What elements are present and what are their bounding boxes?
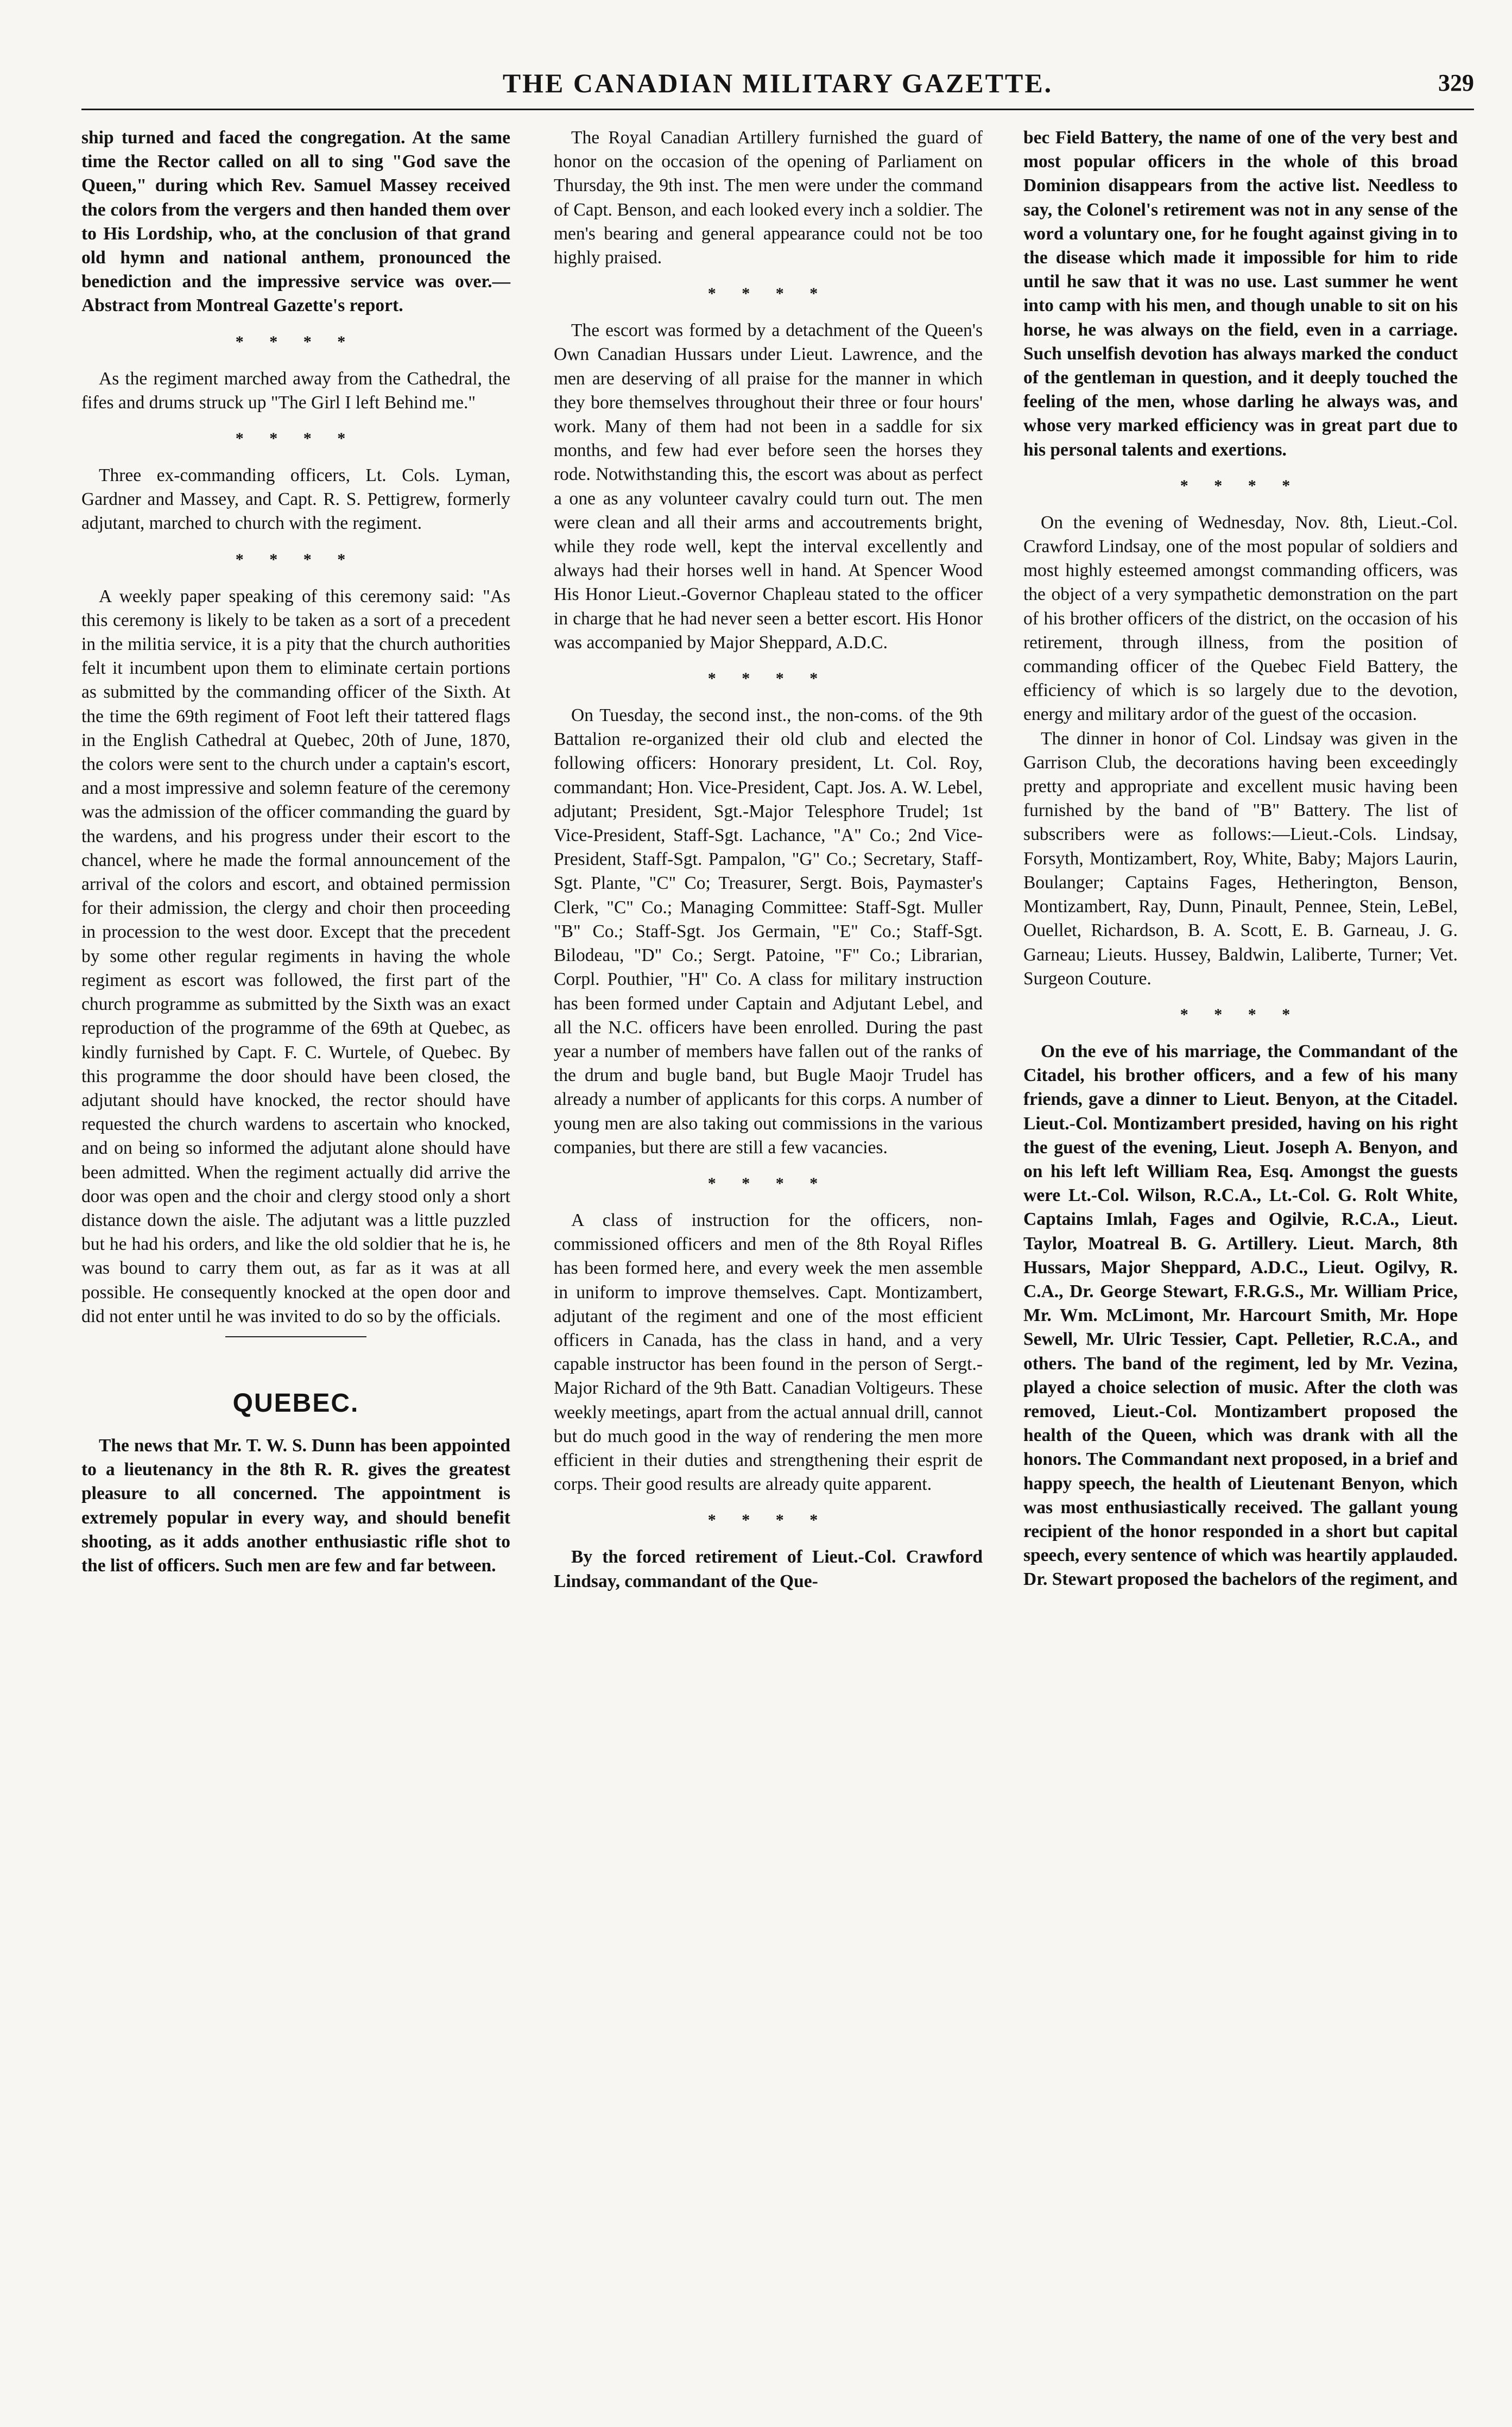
separator-stars: * * * *: [1180, 1005, 1301, 1023]
column-3: [1023, 126, 1458, 1592]
paragraph: The escort was formed by a detachment of the Queen's Own Canadian Hussars under Lieut. Lawrence, and the men are deserving of all praise for the manner in which they bore themselves throughout their three or four hours' work. Many of them had not been in a saddle for six months, and few had ever before seen the horses they rode. Notwithstanding this, the escort was about as perfect a one as any volunteer cavalry could turn out. The men were clean and all their arms and accoutrements bright, while they rode well, kept the interval excellently and always had their horses well in hand. At Spencer Wood His Honor Lieut.-Governor Chapleau stated to the officer in charge that he had never seen a better escort. His Honor was accompanied by Major Sheppard, A.D.C.: [554, 320, 983, 653]
paragraph: On Tuesday, the second inst., the non-coms. of the 9th Battalion re-organized their old club and elected the following officers: Honorary president, Lt. Col. Roy, commandant; Hon. Vice-President, Capt. Jos. A. W. Lebel, adjutant; President, Sgt.-Major Telesphore Trudel; 1st Vice-President, Staff-Sgt. Lachance, "A" Co.; 2nd Vice-President, Staff-Sgt. Pampalon, "G" Co.; Secretary, Staff-Sgt. Plante, "C" Co; Treasurer, Sergt. Bois, Paymaster's Clerk, "C" Co.; Managing Committee: Staff-Sgt. Muller "B" Co.; Staff-Sgt. Jos Germain, "E" Co.; Staff-Sgt. Bilodeau, "D" Co.; Sergt. Patoine, "F" Co.; Librarian, Corpl. Pouthier, "H" Co. A class for military instruction has been formed under Captain and Adjutant Lebel, and all the N.C. officers have been enrolled. During the past year a number of members have fallen out of the ranks of the drum and bugle band, but Bugle Maojr Trudel has already a number of applicants for this corps. A number of young men are also taking out commissions in the various companies, but there are still a few vacancies.: [554, 705, 983, 1158]
page-number: 329: [1438, 69, 1474, 96]
separator-stars: * * * *: [235, 332, 357, 351]
paragraph: ship turned and faced the congregation. At the same time the Rector called on all to sing "God save the Queen," during which Rev. Samuel Massey received the colors from the vergers and then handed them over to His Lordship, who, at the conclusion of that grand old hymn and national anthem, pronounced the benediction and the impressive service was over.—Abstract from Montreal Gazette's report.: [81, 128, 510, 316]
masthead: [81, 64, 1474, 109]
section-heading: QUEBEC.: [232, 1388, 359, 1418]
paragraph: Three ex-commanding officers, Lt. Cols. Lyman, Gardner and Massey, and Capt. R. S. Pettigrew, formerly adjutant, marched to church with the regiment.: [81, 465, 510, 534]
column-2: [554, 126, 983, 1594]
separator-stars: * * * *: [235, 550, 357, 568]
paragraph: By the forced retirement of Lieut.-Col. Crawford Lindsay, commandant of the Que-: [554, 1547, 983, 1591]
paragraph: The Royal Canadian Artillery furnished the guard of honor on the occasion of the opening of Parliament on Thursday, the 9th inst. The men were under the command of Capt. Benson, and each looked every inch a soldier. The men's bearing and general appearance could not be too highly praised.: [554, 128, 983, 268]
separator-stars: * * * *: [707, 1511, 829, 1529]
paragraph: A class of instruction for the officers, non-commissioned officers and men of the 8th Royal Rifles has been formed here, and every week the men assemble in uniform to improve themselves. Capt. Montizambert, adjutant of the regiment and one of the most efficient officers in Canada, has the class in hand, and a very capable instructor has been found in the person of Sergt.-Major Richard of the 9th Batt. Canadian Voltigeurs. These weekly meetings, apart from the actual annual drill, cannot but do much good in the way of rendering the men more efficient in their duties and strengthening their esprit de corps. Their good results are already quite apparent.: [554, 1210, 983, 1495]
article-end-rule: [225, 1336, 366, 1337]
paragraph: As the regiment marched away from the Cathedral, the fifes and drums struck up "The Girl I left Behind me.": [81, 368, 510, 413]
paragraph: A weekly paper speaking of this ceremony said: "As this ceremony is likely to be taken as a sort of a precedent in the militia service, it is a pity that the church authorities felt it incumbent upon them to eliminate certain portions as submitted by the commanding officer of the Sixth. At the time the 69th regiment of Foot left their tattered flags in the English Cathedral at Quebec, 20th of June, 1870, the colors were sent to the church under a captain's escort, and a most impressive and solemn feature of the ceremony was the admission of the officer commanding the guard by the wardens, and his progress under their escort to the chancel, where he made the formal announcement of the arrival of the colors and escort, and obtained permission for their admission, the clergy and choir then proceeding in procession to the west door. Except that the precedent by some other regular regiments in having the whole regiment as escort was followed, the first part of the church programme as submitted by the Sixth was an exact reproduction of the programme of the 69th at Quebec, as kindly furnished by Capt. F. C. Wurtele, of Quebec. By this programme the door should have been closed, the adjutant should have knocked, the rector should have requested the church wardens to ascertain who knocked, and on being so informed the adjutant alone should have been admitted. When the regiment actually did arrive the door was open and the choir and clergy stood only a short distance down the aisle. The adjutant was a little puzzled but he had his orders, and like the old soldier that he is, he was bound to carry them out, as far as it was at all possible. He consequently knocked at the open door and did not enter until he was invited to do so by the officials.: [81, 586, 510, 1326]
separator-stars: * * * *: [1180, 476, 1301, 495]
paragraph: The dinner in honor of Col. Lindsay was given in the Garrison Club, the decorations having been exceedingly pretty and appropriate and excellent music having been furnished by the band of "B" Battery. The list of subscribers were as follows:—Lieut.-Cols. Lindsay, Forsyth, Montizambert, Roy, White, Baby; Majors Laurin, Boulanger; Captains Fages, Hetherington, Benson, Montizambert, Ray, Dunn, Pinault, Pennee, Stein, LeBel, Ouellet, Richardson, B. A. Scott, E. B. Garneau, J. G. Garneau; Lieuts. Hussey, Baldwin, Laliberte, Turner; Vet. Surgeon Couture.: [1023, 728, 1458, 989]
header-rule: [81, 109, 1474, 110]
separator-stars: * * * *: [707, 285, 829, 303]
paragraph: The news that Mr. T. W. S. Dunn has been appointed to a lieutenancy in the 8th R. R. gives the greatest pleasure to all concerned. The appointment is extremely popular in every way, and should benefit shooting, as it adds another enthusiastic rifle shot to the list of officers. Such men are few and far between.: [81, 1435, 510, 1576]
paragraph: bec Field Battery, the name of one of the very best and most popular officers in the whole of this broad Dominion disappears from the active list. Needless to say, the Colonel's retirement was not in any sense of the word a voluntary one, for he fought against giving in to the disease which made it impossible for him to ride until he saw that it was no use. Last summer he went into camp with his men, and though unable to sit on his horse, he was always on the field, even in a carriage. Such unselfish devotion has always marked the conduct of the gentleman in question, and it deeply touched the feeling of the men, whose darling he always was, and whose very marked efficiency was in great part due to his personal talents and exertions.: [1023, 128, 1458, 460]
separator-stars: * * * *: [235, 429, 357, 448]
separator-stars: * * * *: [707, 669, 829, 688]
paragraph: On the evening of Wednesday, Nov. 8th, Lieut.-Col. Crawford Lindsay, one of the most popular of soldiers and most highly esteemed amongst commanding officers, was the object of a very sympathetic demonstration on the part of his brother officers of the district, on the occasion of his retirement, through illness, from the position of commanding officer of the Quebec Field Battery, the efficiency of which is so largely due to the devotion, energy and military ardor of the guest of the occasion.: [1023, 512, 1458, 725]
publication-title: THE CANADIAN MILITARY GAZETTE.: [502, 68, 1053, 98]
paragraph: On the eve of his marriage, the Commandant of the Citadel, his brother officers, and a few of his many friends, gave a dinner to Lieut. Benyon, at the Citadel. Lieut.-Col. Montizambert presided, having on his right the guest of the evening, Lieut. Joseph A. Benyon, and on his left left William Rea, Esq. Amongst the guests were Lt.-Col. Wilson, R.C.A., Lt.-Col. G. Rolt White, Captains Imlah, Fages and Ogilvie, R.C.A., Lieut. Taylor, Moatreal B. G. Artillery. Lieut. March, 8th Hussars, Major Sheppard, A.D.C., Lieut. Ogilvy, R. C.A., Dr. George Stewart, F.R.G.S., Mr. William Price, Mr. Wm. McLimont, Mr. Harcourt Smith, Mr. Hope Sewell, Mr. Ulric Tessier, Capt. Pelletier, R.C.A., and others. The band of the regiment, led by Mr. Vezina, played a choice selection of music. After the cloth was removed, Lieut.-Col. Montizambert proposed the health of the Queen, which was drank with all the honors. The Commandant next proposed, in a brief and happy speech, the health of Lieutenant Benyon, which was most enthusiastically received. The gallant young recipient of the honor responded in a short but capital speech, every sentence of which was heartily applauded. Dr. Stewart proposed the bachelors of the regiment, and: [1023, 1041, 1458, 1590]
separator-stars: * * * *: [707, 1174, 829, 1192]
column-1: [81, 126, 510, 1578]
